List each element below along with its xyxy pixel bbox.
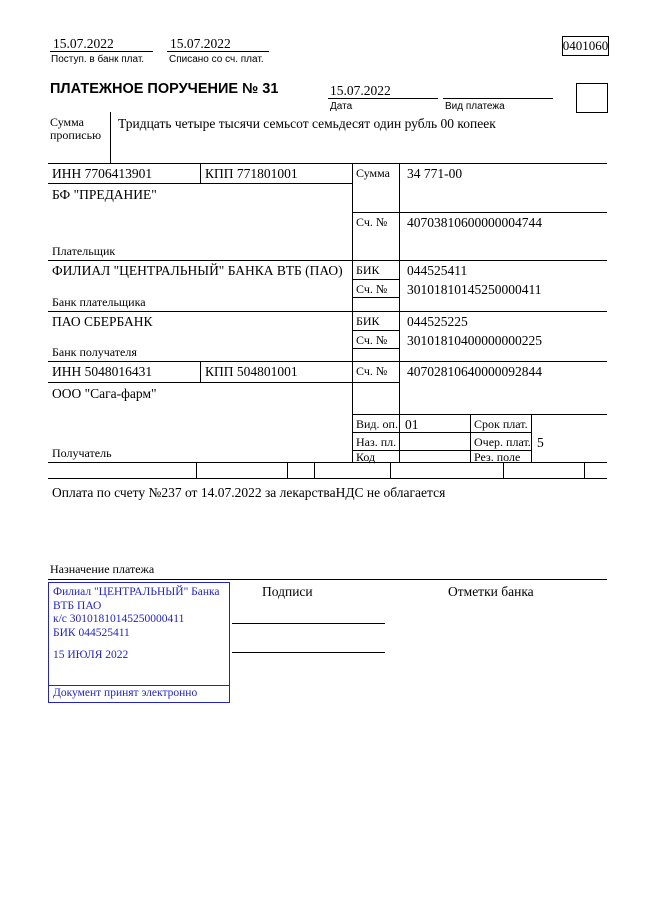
stamp-line-4: БИК 044525411 <box>53 626 130 639</box>
reserve-field-label: Рез. поле <box>474 450 521 464</box>
stamp-date: 15 ИЮЛЯ 2022 <box>53 649 129 661</box>
table-line <box>48 311 607 312</box>
payer-bank-section-label: Банк плательщика <box>52 295 146 309</box>
op-type-label: Вид. оп. <box>356 417 398 431</box>
header-date-label: Дата <box>330 101 353 112</box>
debited-date-label: Списано со сч. плат. <box>169 54 264 65</box>
payee-kpp: КПП 504801001 <box>205 364 298 379</box>
table-line <box>352 163 353 462</box>
priority-value: 5 <box>537 435 544 450</box>
table-line <box>287 462 288 478</box>
table-line <box>48 183 352 184</box>
payer-kpp: КПП 771801001 <box>205 166 298 181</box>
purpose-code-label: Наз. пл. <box>356 435 397 449</box>
table-line <box>390 462 391 478</box>
payer-bank-account: 30101810145250000411 <box>407 282 542 297</box>
payee-inn: ИНН 5048016431 <box>52 364 153 379</box>
table-line <box>531 414 532 462</box>
table-line <box>352 414 607 415</box>
received-date-label: Поступ. в банк плат. <box>51 54 145 65</box>
signature-line <box>232 652 385 653</box>
table-line <box>503 462 504 478</box>
amount-words-divider <box>110 112 111 163</box>
payee-name: ООО "Сага-фарм" <box>52 386 157 401</box>
header-date: 15.07.2022 <box>330 83 391 98</box>
table-line <box>399 163 400 462</box>
due-date-label: Срок плат. <box>474 417 528 431</box>
payer-bank-bik-label: БИК <box>356 263 380 277</box>
payer-account: 40703810600000004744 <box>407 215 542 230</box>
table-line <box>352 279 399 280</box>
table-line <box>48 260 607 261</box>
table-line <box>584 462 585 478</box>
form-code: 0401060 <box>562 38 609 53</box>
table-line <box>48 163 607 164</box>
payer-section-label: Плательщик <box>52 244 116 258</box>
received-date: 15.07.2022 <box>53 36 114 51</box>
purpose-text: Оплата по счету №237 от 14.07.2022 за лекарстваНДС не облагается <box>52 485 446 500</box>
form-code-box <box>562 36 609 56</box>
payment-type-box <box>576 83 608 113</box>
stamp-footer: Документ принят электронно <box>49 685 229 703</box>
payee-bank-name: ПАО СБЕРБАНК <box>52 314 153 329</box>
payee-bank-section-label: Банк получателя <box>52 345 137 359</box>
payee-bank-account: 30101810400000000225 <box>407 333 542 348</box>
payee-bank-bik: 044525225 <box>407 314 468 329</box>
payment-type-label: Вид платежа <box>445 101 505 112</box>
payee-bank-account-label: Сч. № <box>356 333 388 347</box>
table-line <box>48 361 607 362</box>
payer-bank-name: ФИЛИАЛ "ЦЕНТРАЛЬНЫЙ" БАНКА ВТБ (ПАО) <box>52 263 343 278</box>
payee-bank-bik-label: БИК <box>356 314 380 328</box>
stamp-line-1: Филиал "ЦЕНТРАЛЬНЫЙ" Банка <box>53 586 220 598</box>
priority-label: Очер. плат. <box>474 435 531 449</box>
payer-name: БФ "ПРЕДАНИЕ" <box>52 187 157 202</box>
payee-section-label: Получатель <box>52 446 112 460</box>
bank-stamp <box>48 582 230 703</box>
table-line <box>470 414 471 462</box>
table-line <box>200 163 201 183</box>
amount-value: 34 771-00 <box>407 166 463 181</box>
amount-words-label: Сумма прописью <box>50 115 102 142</box>
received-date-underline <box>50 51 153 52</box>
table-line <box>48 579 607 580</box>
table-line <box>196 462 197 478</box>
payee-account-label: Сч. № <box>356 364 388 378</box>
debited-date: 15.07.2022 <box>170 36 231 51</box>
stamp-line-3: к/с 30101810145250000411 <box>53 613 185 625</box>
amount-label: Сумма <box>356 166 390 180</box>
op-type-value: 01 <box>405 417 419 432</box>
table-line <box>352 297 399 298</box>
payer-inn: ИНН 7706413901 <box>52 166 153 181</box>
table-line <box>48 462 607 463</box>
table-line <box>314 462 315 478</box>
signatures-label: Подписи <box>262 584 313 599</box>
payer-account-label: Сч. № <box>356 215 388 229</box>
amount-words-value: Тридцать четыре тысячи семьсот семьдесят один рубль 00 копеек <box>118 116 496 131</box>
debited-date-underline <box>167 51 269 52</box>
signature-line <box>232 623 385 624</box>
header-date-underline <box>328 98 438 99</box>
purpose-section-label: Назначение платежа <box>50 562 155 576</box>
table-line <box>352 212 607 213</box>
bank-marks-label: Отметки банка <box>448 584 534 599</box>
table-line <box>48 382 399 383</box>
page-title: ПЛАТЕЖНОЕ ПОРУЧЕНИЕ № 31 <box>50 81 279 97</box>
payer-bank-bik: 044525411 <box>407 263 468 278</box>
table-line <box>48 478 607 479</box>
table-line <box>352 348 399 349</box>
stamp-line-2: ВТБ ПАО <box>53 599 102 612</box>
payer-bank-account-label: Сч. № <box>356 282 388 296</box>
table-line <box>352 432 531 433</box>
table-line <box>352 330 399 331</box>
payee-account: 40702810640000092844 <box>407 364 542 379</box>
table-line <box>200 361 201 382</box>
payment-type-underline <box>443 98 553 99</box>
code-label: Код <box>356 450 376 464</box>
